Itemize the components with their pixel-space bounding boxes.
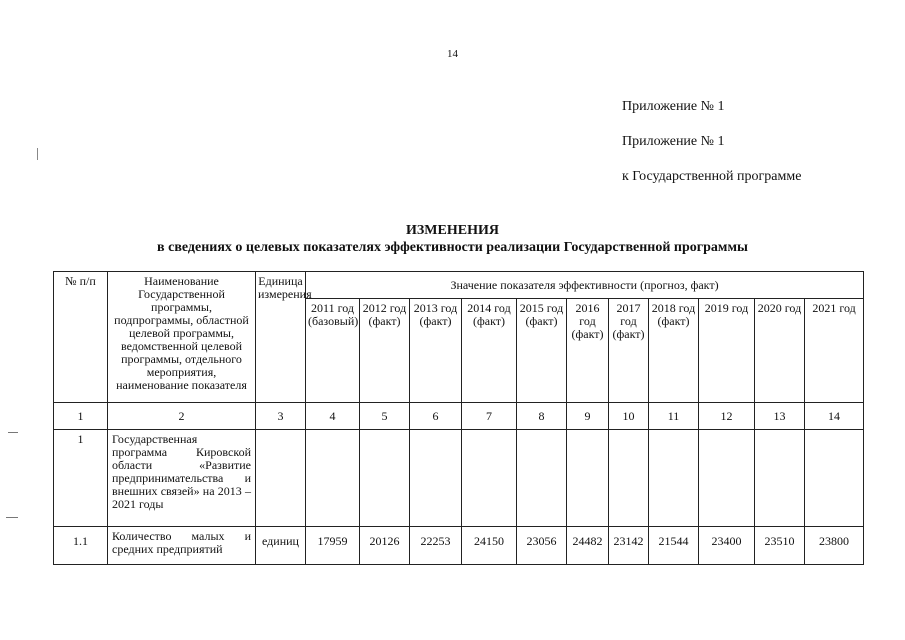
page-number: 14 (447, 48, 458, 60)
scan-mark (6, 517, 18, 518)
header-year: 2021 год (805, 299, 864, 403)
row-value (306, 430, 360, 527)
row-value (517, 430, 567, 527)
header-year: 2020 год (755, 299, 805, 403)
column-number: 4 (306, 403, 360, 430)
header-year: 2011 год (базовый) (306, 299, 360, 403)
row-value (805, 430, 864, 527)
column-number: 8 (517, 403, 567, 430)
row-unit: единиц (256, 527, 306, 565)
scan-mark (37, 148, 38, 160)
row-name: Государственная программа Кировской области «Развитие предпринимательства и внешних связей» на 2013 – 2021 годы (108, 430, 256, 527)
scan-mark (8, 432, 18, 433)
row-value (609, 430, 649, 527)
column-number: 13 (755, 403, 805, 430)
row-num: 1.1 (54, 527, 108, 565)
row-value: 22253 (410, 527, 462, 565)
table-row (54, 527, 864, 565)
column-number: 14 (805, 403, 864, 430)
header-name: Наименование Государственной программы, подпрограммы, областной целевой программы, ведомственной целевой программы, отдельного мероприятия, наименование показателя (108, 272, 256, 403)
row-num: 1 (54, 430, 108, 527)
header-year: 2016 год (факт) (567, 299, 609, 403)
header-year: 2017 год (факт) (609, 299, 649, 403)
header-year: 2015 год (факт) (517, 299, 567, 403)
row-value: 23800 (805, 527, 864, 565)
header-year: 2018 год (факт) (649, 299, 699, 403)
header-year: 2014 год (факт) (462, 299, 517, 403)
row-value: 24150 (462, 527, 517, 565)
column-number: 12 (699, 403, 755, 430)
column-number: 9 (567, 403, 609, 430)
table-row (54, 430, 864, 527)
header-values-group: Значение показателя эффективности (прогноз, факт) (306, 272, 864, 299)
column-number: 1 (54, 403, 108, 430)
row-value: 21544 (649, 527, 699, 565)
column-number: 3 (256, 403, 306, 430)
title-line-2: в сведениях о целевых показателях эффективности реализации Государственной программы (157, 240, 748, 255)
row-value: 17959 (306, 527, 360, 565)
header-unit: Единица измерения (256, 272, 306, 403)
row-value: 23510 (755, 527, 805, 565)
column-number: 10 (609, 403, 649, 430)
appendix-line-2: Приложение № 1 (622, 134, 725, 149)
column-number: 7 (462, 403, 517, 430)
title-line-1: ИЗМЕНЕНИЯ (406, 223, 499, 238)
appendix-line-1: Приложение № 1 (622, 99, 725, 114)
column-number: 5 (360, 403, 410, 430)
row-value (462, 430, 517, 527)
indicators-table (53, 271, 864, 565)
row-value: 24482 (567, 527, 609, 565)
row-value (410, 430, 462, 527)
row-unit (256, 430, 306, 527)
header-year: 2012 год (факт) (360, 299, 410, 403)
header-year: 2013 год (факт) (410, 299, 462, 403)
row-value (360, 430, 410, 527)
header-num: № п/п (54, 272, 108, 403)
column-number: 11 (649, 403, 699, 430)
row-value: 23056 (517, 527, 567, 565)
row-value (755, 430, 805, 527)
appendix-line-3: к Государственной программе (622, 169, 802, 184)
row-value: 23400 (699, 527, 755, 565)
column-number: 6 (410, 403, 462, 430)
row-name: Количество малых и средних предприятий (108, 527, 256, 565)
column-number: 2 (108, 403, 256, 430)
row-value: 20126 (360, 527, 410, 565)
row-value (567, 430, 609, 527)
document-title (0, 222, 905, 256)
row-value (649, 430, 699, 527)
row-value (699, 430, 755, 527)
header-year: 2019 год (699, 299, 755, 403)
row-value: 23142 (609, 527, 649, 565)
